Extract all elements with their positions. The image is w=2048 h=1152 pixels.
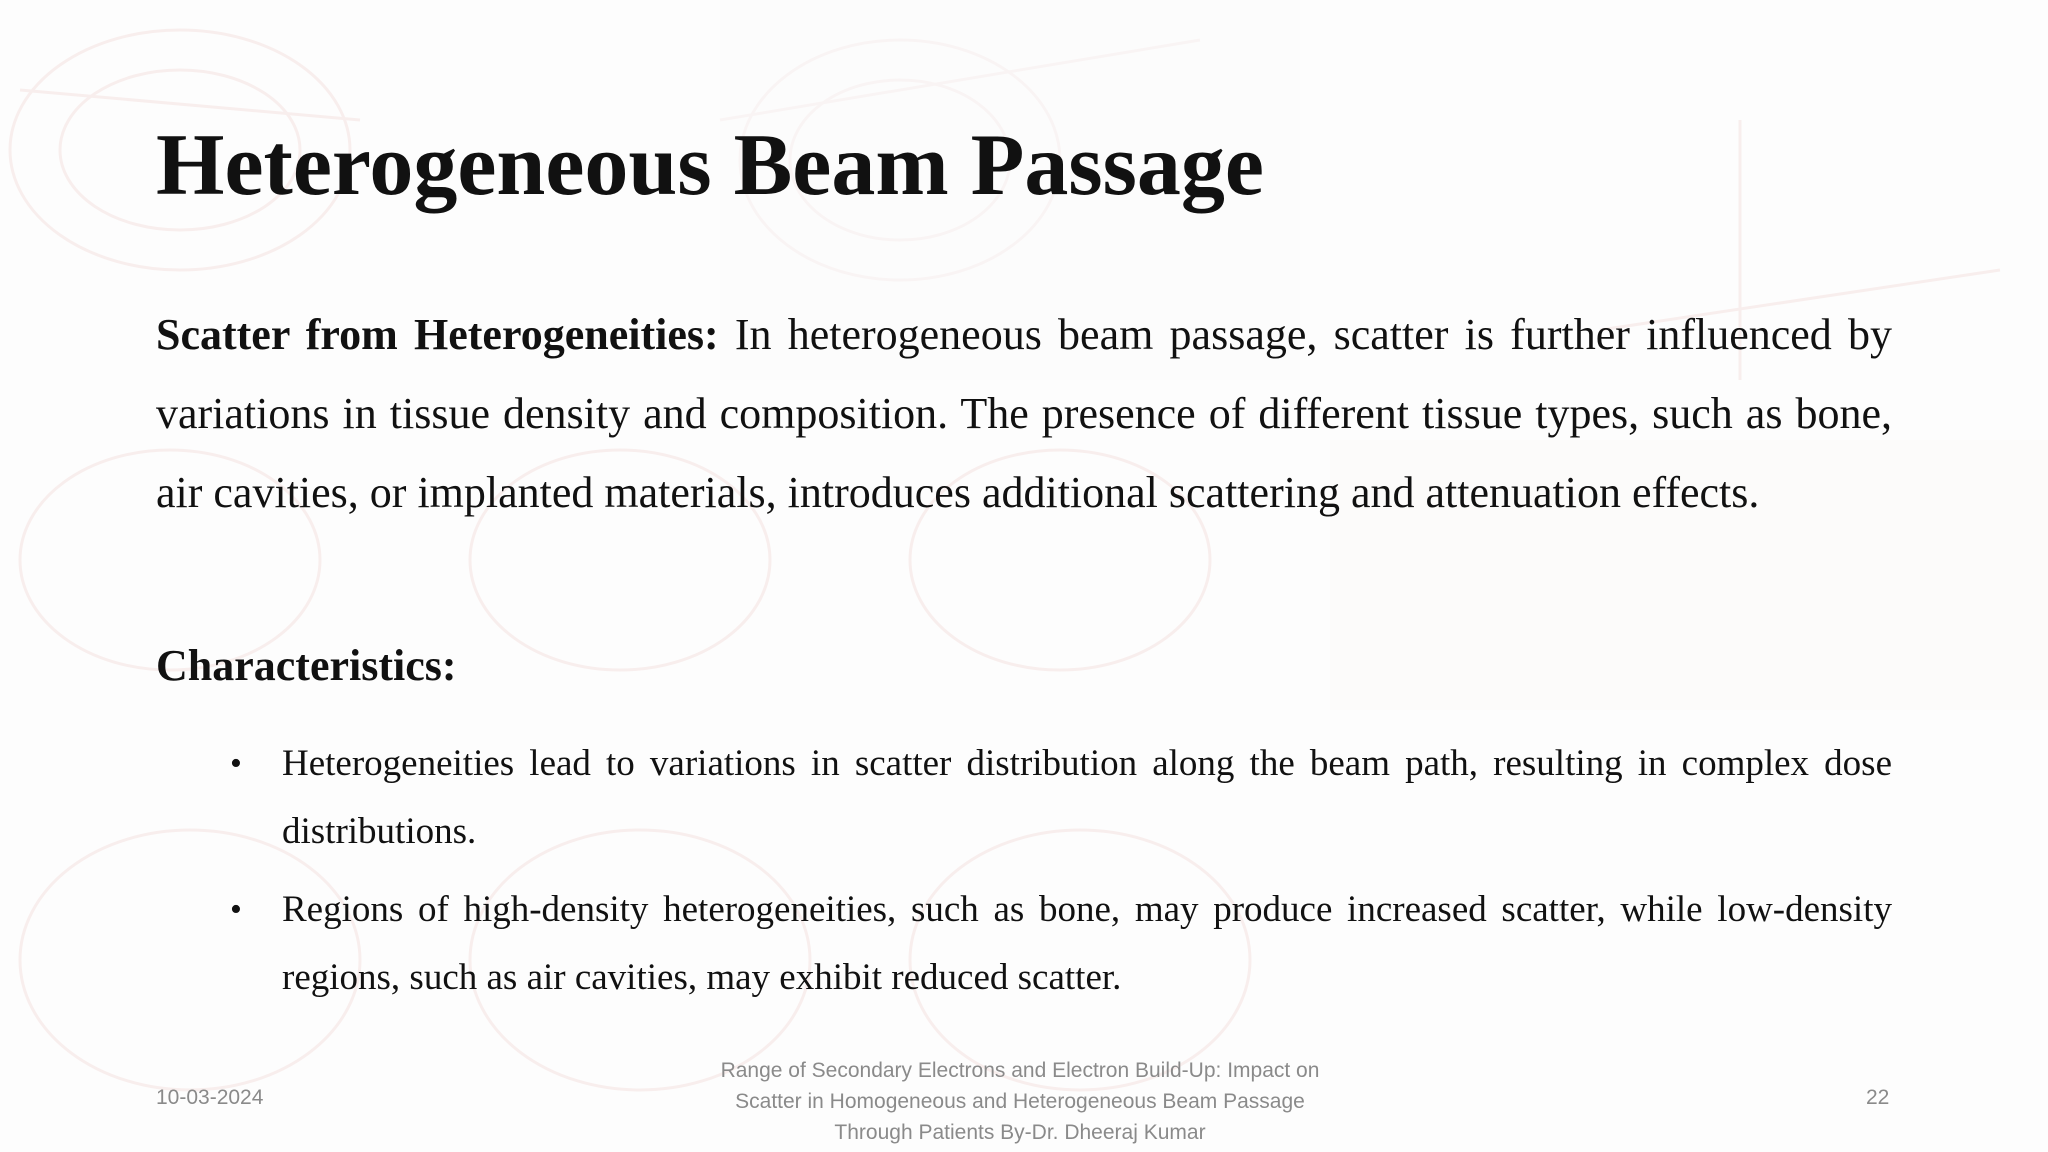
page-number: 22	[1866, 1086, 1890, 1109]
paragraph-lead: Scatter from Heterogeneities:	[156, 310, 719, 359]
footer-title-line: Through Patients By-Dr. Dheeraj Kumar	[834, 1121, 1206, 1144]
bullet-icon: •	[230, 745, 242, 782]
footer-title-line: Scatter in Homogeneous and Heterogeneous Beam Passage	[735, 1090, 1305, 1113]
slide-title: Heterogeneous Beam Passage	[156, 117, 1264, 214]
bullet-icon: •	[230, 891, 242, 928]
footer-date: 10-03-2024	[156, 1086, 264, 1109]
list-item	[230, 730, 1892, 866]
characteristics-heading: Characteristics:	[156, 641, 457, 690]
characteristics-list	[230, 730, 1892, 1022]
paragraph-body: In heterogeneous beam passage, scatter is further influenced by variations in tissue density and composition. The presence of different tissue types, such as bone, air cavities, or implanted materials, introduces additional scattering and attenuation effects.	[156, 310, 1892, 517]
footer-title	[620, 1055, 1420, 1148]
footer-title-line: Range of Secondary Electrons and Electron Build-Up: Impact on	[720, 1059, 1320, 1082]
intro-paragraph	[156, 295, 1892, 532]
list-item	[230, 876, 1892, 1012]
bullet-text: Heterogeneities lead to variations in scatter distribution along the beam path, resulting in complex dose distributions.	[282, 743, 1892, 852]
bullet-text: Regions of high-density heterogeneities, such as bone, may produce increased scatter, while low-density regions, such as air cavities, may exhibit reduced scatter.	[282, 889, 1892, 998]
